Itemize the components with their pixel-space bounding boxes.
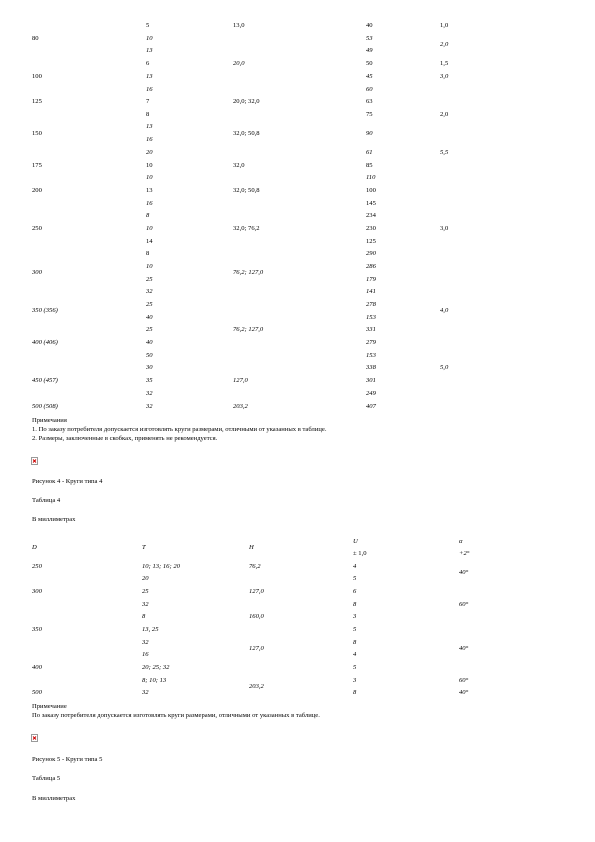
- table-cell: 203,2: [233, 403, 248, 410]
- table-cell: 40°: [459, 645, 469, 652]
- table-title: Таблица 4: [32, 497, 61, 504]
- table-cell: 13: [146, 187, 153, 194]
- column-header: H: [249, 544, 254, 551]
- table-cell: 85: [366, 162, 373, 169]
- table-cell: 50: [366, 60, 373, 67]
- table-cell: 30: [146, 364, 153, 371]
- table-cell: 10: [146, 35, 153, 42]
- table-cell: 301: [366, 377, 376, 384]
- table-cell: 25: [142, 588, 149, 595]
- table-cell: 331: [366, 326, 376, 333]
- table-cell: 300: [32, 588, 42, 595]
- column-header: ± 1,0: [353, 550, 367, 557]
- table-cell: 25: [146, 301, 153, 308]
- table-cell: 127,0: [233, 377, 248, 384]
- table-cell: 32: [142, 689, 149, 696]
- table-cell: 10; 13; 16; 20: [142, 563, 180, 570]
- table-units: В миллиметрах: [32, 795, 76, 802]
- table-cell: 90: [366, 130, 373, 137]
- table-cell: 10: [146, 162, 153, 169]
- table-cell: 153: [366, 314, 376, 321]
- table-cell: 25: [146, 276, 153, 283]
- column-header: +2°: [459, 550, 470, 557]
- table-cell: 40°: [459, 689, 469, 696]
- table-cell: 286: [366, 263, 376, 270]
- table-cell: 8: [353, 601, 357, 608]
- table-cell: 32: [142, 639, 149, 646]
- table-cell: 279: [366, 339, 376, 346]
- table-cell: 278: [366, 301, 376, 308]
- table-cell: 25: [146, 326, 153, 333]
- table-cell: 3,0: [440, 225, 449, 232]
- table-cell: 175: [32, 162, 42, 169]
- table-cell: 338: [366, 364, 376, 371]
- notes-title: Примечания: [32, 417, 67, 424]
- table-cell: 3: [353, 613, 357, 620]
- table-cell: 6: [353, 588, 357, 595]
- table-cell: 32,0; 50,8: [233, 130, 260, 137]
- table-cell: 5: [146, 22, 150, 29]
- table-cell: 290: [366, 250, 376, 257]
- table-cell: 400: [32, 664, 42, 671]
- table-cell: 153: [366, 352, 376, 359]
- table-cell: 16: [146, 136, 153, 143]
- table-cell: 5: [353, 575, 357, 582]
- table-cell: 407: [366, 403, 376, 410]
- table-cell: 100: [32, 73, 42, 80]
- table-title: Таблица 5: [32, 775, 61, 782]
- table-cell: 150: [32, 130, 42, 137]
- table-cell: 200: [32, 187, 42, 194]
- table-cell: 8: [353, 689, 357, 696]
- table-cell: 100: [366, 187, 376, 194]
- table-cell: 141: [366, 288, 376, 295]
- table-cell: 50: [146, 352, 153, 359]
- table-cell: 5,0: [440, 364, 449, 371]
- broken-image-icon: [31, 734, 38, 742]
- table-cell: 203,2: [249, 683, 264, 690]
- table-cell: 125: [32, 98, 42, 105]
- table-cell: 127,0: [249, 588, 264, 595]
- table-cell: 13: [146, 73, 153, 80]
- table-cell: 75: [366, 111, 373, 118]
- table-cell: 2,0: [440, 111, 449, 118]
- table-cell: 20: [146, 149, 153, 156]
- table-cell: 249: [366, 390, 376, 397]
- column-header: U: [353, 538, 358, 545]
- table-cell: 10: [146, 263, 153, 270]
- table-cell: 8: [146, 111, 150, 118]
- table-cell: 4: [353, 563, 357, 570]
- table-cell: 20,0; 32,0: [233, 98, 260, 105]
- table-cell: 40°: [459, 569, 469, 576]
- table-cell: 6: [146, 60, 150, 67]
- table-cell: 13: [146, 123, 153, 130]
- table-cell: 13,0: [233, 22, 245, 29]
- table-cell: 250: [32, 225, 42, 232]
- table-cell: 45: [366, 73, 373, 80]
- table-cell: 1,0: [440, 22, 449, 29]
- column-header: T: [142, 544, 146, 551]
- table-cell: 160,0: [249, 613, 264, 620]
- table-cell: 400 (406): [32, 339, 58, 346]
- table-cell: 230: [366, 225, 376, 232]
- table-cell: 16: [146, 200, 153, 207]
- table-cell: 500 (508): [32, 403, 58, 410]
- table-cell: 125: [366, 238, 376, 245]
- table-cell: 1,5: [440, 60, 449, 67]
- table-cell: 8: [146, 250, 150, 257]
- table-cell: 250: [32, 563, 42, 570]
- table-cell: 60°: [459, 677, 469, 684]
- table-cell: 179: [366, 276, 376, 283]
- note-text: 1. По заказу потребителя допускается изготовлять круги размерами, отличными от указанных в таблице.: [32, 426, 327, 433]
- table-cell: 76,2; 127,0: [233, 326, 264, 333]
- table-cell: 7: [146, 98, 150, 105]
- table-cell: 500: [32, 689, 42, 696]
- broken-image-icon: [31, 457, 38, 465]
- table-cell: 40: [146, 339, 153, 346]
- table-cell: 32,0; 76,2: [233, 225, 260, 232]
- table-cell: 4: [353, 651, 357, 658]
- table-cell: 5: [353, 664, 357, 671]
- table-units: В миллиметрах: [32, 516, 76, 523]
- table-cell: 2,0: [440, 41, 449, 48]
- table-cell: 234: [366, 212, 376, 219]
- table-cell: 32,0; 50,8: [233, 187, 260, 194]
- table-cell: 127,0: [249, 645, 264, 652]
- table-cell: 32,0: [233, 162, 245, 169]
- table-cell: 20: [142, 575, 149, 582]
- table-cell: 13: [146, 47, 153, 54]
- table-cell: 8: [146, 212, 150, 219]
- column-header: D: [32, 544, 37, 551]
- table-cell: 76,2; 127,0: [233, 269, 264, 276]
- table-cell: 10: [146, 174, 153, 181]
- table-cell: 13, 25: [142, 626, 159, 633]
- table-cell: 32: [146, 288, 153, 295]
- table-cell: 16: [142, 651, 149, 658]
- table-cell: 450 (457): [32, 377, 58, 384]
- table-cell: 53: [366, 35, 373, 42]
- table-cell: 300: [32, 269, 42, 276]
- table-cell: 10: [146, 225, 153, 232]
- table-cell: 32: [146, 390, 153, 397]
- figure-caption: Рисунок 4 - Круги типа 4: [32, 478, 103, 485]
- table-cell: 63: [366, 98, 373, 105]
- table-cell: 60: [366, 86, 373, 93]
- table-cell: 61: [366, 149, 373, 156]
- figure-caption: Рисунок 5 - Круги типа 5: [32, 756, 103, 763]
- table-cell: 4,0: [440, 307, 449, 314]
- table-cell: 8: [142, 613, 146, 620]
- table-cell: 110: [366, 174, 376, 181]
- table-cell: 60°: [459, 601, 469, 608]
- table-cell: 8: [353, 639, 357, 646]
- table-cell: 14: [146, 238, 153, 245]
- table-cell: 40: [366, 22, 373, 29]
- table-cell: 80: [32, 35, 39, 42]
- table-cell: 350: [32, 626, 42, 633]
- table-cell: 5: [353, 626, 357, 633]
- table-cell: 40: [146, 314, 153, 321]
- table-cell: 3,0: [440, 73, 449, 80]
- table-cell: 8; 10; 13: [142, 677, 167, 684]
- note-text: 2. Размеры, заключенные в скобках, применять не рекомендуется.: [32, 435, 218, 442]
- table-cell: 350 (356): [32, 307, 58, 314]
- table-cell: 49: [366, 47, 373, 54]
- table-cell: 5,5: [440, 149, 449, 156]
- table-cell: 76,2: [249, 563, 261, 570]
- table-cell: 32: [146, 403, 153, 410]
- table-cell: 20; 25; 32: [142, 664, 170, 671]
- table-cell: 16: [146, 86, 153, 93]
- table-cell: 145: [366, 200, 376, 207]
- column-header: α: [459, 538, 463, 545]
- notes-title: Примечание: [32, 703, 67, 710]
- table-cell: 35: [146, 377, 153, 384]
- table-cell: 20,0: [233, 60, 245, 67]
- table-cell: 3: [353, 677, 357, 684]
- note-text: По заказу потребителя допускается изготовлять круги размерами, отличными от указанных в таблице.: [32, 712, 320, 719]
- table-cell: 32: [142, 601, 149, 608]
